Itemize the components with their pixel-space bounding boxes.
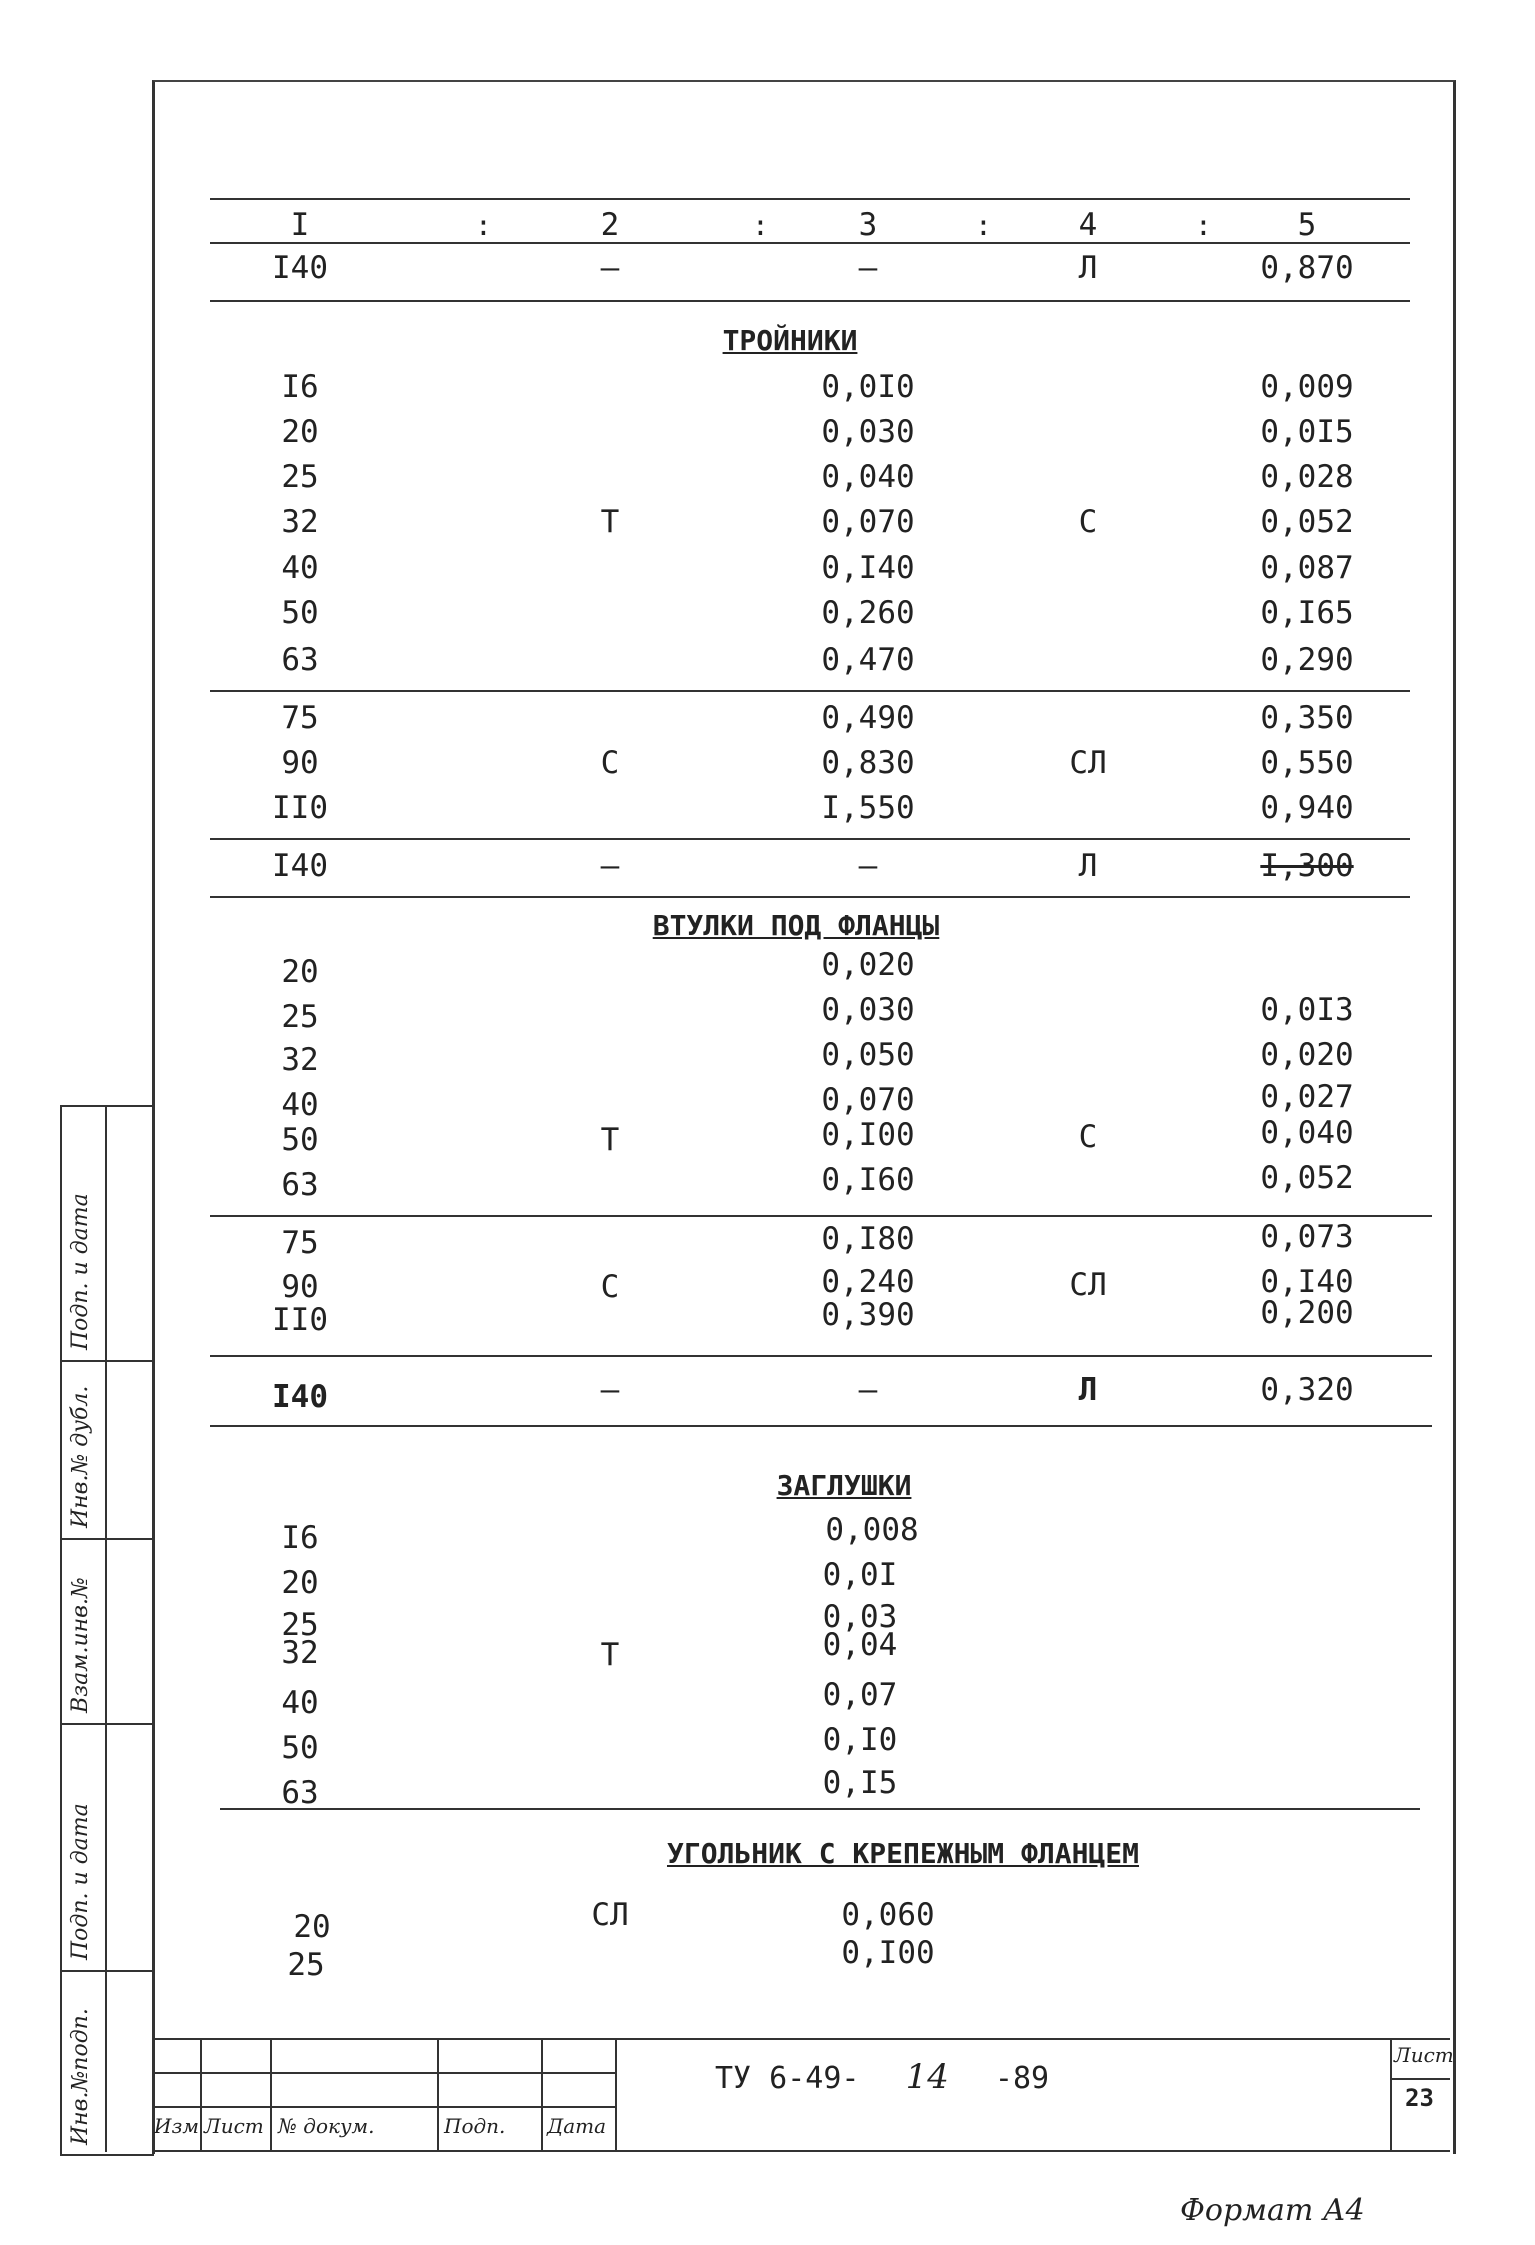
table-cell: I,300	[1260, 848, 1354, 884]
table-cell: 63	[281, 642, 319, 678]
table-cell: 0,940	[1260, 790, 1354, 826]
section-title: УГОЛЬНИК С КРЕПЕЖНЫМ ФЛАНЦЕМ	[666, 1837, 1140, 1870]
table-cell: 0,009	[1260, 369, 1354, 405]
title-block-row	[152, 2106, 615, 2108]
table-cell: 0,008	[825, 1512, 919, 1548]
table-cell: 0,060	[841, 1897, 935, 1933]
margin-label: Инв.№ дубл.	[68, 1385, 93, 1528]
document-code-prefix: ТУ 6-49-	[715, 2061, 860, 2096]
table-cell: II0	[272, 1302, 328, 1338]
table-cell: С	[1078, 504, 1098, 540]
table-cell: 25	[287, 1947, 325, 1983]
table-cell: 90	[281, 1269, 319, 1305]
table-cell: С	[1078, 1119, 1098, 1155]
row-rule	[210, 838, 1410, 840]
table-cell: 20	[281, 1565, 319, 1601]
table-cell: СЛ	[591, 1897, 629, 1933]
table-cell: 0,I00	[841, 1935, 935, 1971]
table-cell: 32	[281, 1042, 319, 1078]
table-cell: 25	[281, 459, 319, 495]
table-cell: 0,087	[1260, 550, 1354, 586]
title-block-top	[152, 2038, 1450, 2040]
row-rule	[210, 1215, 1432, 1217]
header-separator: :	[975, 209, 992, 242]
table-cell: 25	[281, 999, 319, 1035]
margin-label: Подп. и дата	[68, 1193, 93, 1350]
table-cell: 32	[281, 1635, 319, 1671]
table-cell: 20	[281, 954, 319, 990]
margin-row-divider	[60, 1970, 152, 1972]
table-cell: С	[600, 745, 620, 781]
table-cell: СЛ	[1069, 745, 1107, 781]
table-cell: 0,260	[821, 595, 915, 631]
header-col-3: 3	[858, 207, 878, 243]
table-cell: 0,020	[1260, 1037, 1354, 1073]
table-cell: Л	[1078, 250, 1098, 286]
row-rule	[210, 896, 1410, 898]
table-cell: I40	[272, 250, 328, 286]
table-cell: Л	[1078, 1372, 1098, 1408]
table-cell: 0,I60	[821, 1162, 915, 1198]
table-cell: Л	[1078, 848, 1098, 884]
table-cell: 0,040	[821, 459, 915, 495]
margin-label: Подп. и дата	[68, 1803, 93, 1960]
title-block-row	[152, 2072, 615, 2074]
table-cell: 75	[281, 1225, 319, 1261]
table-cell: 0,240	[821, 1264, 915, 1300]
document-code	[715, 2057, 1050, 2097]
table-cell: 0,028	[1260, 459, 1354, 495]
table-cell: 0,073	[1260, 1219, 1354, 1255]
title-block-divider	[541, 2038, 543, 2150]
title-block-label: № докум.	[278, 2114, 375, 2138]
table-cell: 25	[281, 1607, 319, 1643]
sheet-number: 23	[1405, 2084, 1434, 2112]
table-cell: 40	[281, 1685, 319, 1721]
header-col-4: 4	[1078, 207, 1098, 243]
table-cell: 0,390	[821, 1297, 915, 1333]
header-top-rule	[210, 198, 1410, 200]
header-col-2: 2	[600, 207, 620, 243]
table-cell: 0,830	[821, 745, 915, 781]
table-cell: 0,0I5	[1260, 414, 1354, 450]
table-cell: С	[600, 1269, 620, 1305]
title-block-divider	[1390, 2038, 1392, 2150]
table-cell: 0,I80	[821, 1221, 915, 1257]
table-cell: СЛ	[1069, 1267, 1107, 1303]
table-cell: 0,052	[1260, 504, 1354, 540]
table-cell: 0,I40	[821, 550, 915, 586]
table-cell: –	[858, 848, 878, 884]
sheet-cell-divider	[1390, 2078, 1450, 2080]
table-cell: 0,04	[822, 1627, 898, 1663]
table-cell: 40	[281, 550, 319, 586]
table-cell: 0,I0	[822, 1722, 898, 1758]
row-rule	[210, 1425, 1432, 1427]
table-cell: 0,0I3	[1260, 992, 1354, 1028]
header-col-1: I	[290, 207, 310, 243]
margin-row-divider	[60, 1538, 152, 1540]
table-cell: 0,020	[821, 947, 915, 983]
table-cell: 50	[281, 1122, 319, 1158]
format-label: Формат А4	[1180, 2193, 1365, 2228]
title-block-divider	[437, 2038, 439, 2150]
table-cell: 63	[281, 1167, 319, 1203]
document-code-number: 14	[905, 2057, 949, 2097]
section-title: ЗАГЛУШКИ	[776, 1469, 912, 1502]
margin-row-divider	[60, 1723, 152, 1725]
table-cell: I40	[272, 848, 328, 884]
table-cell: 20	[293, 1909, 331, 1945]
table-cell: –	[600, 848, 620, 884]
table-cell: 0,I40	[1260, 1264, 1354, 1300]
header-col-5: 5	[1297, 207, 1317, 243]
table-cell: 0,040	[1260, 1115, 1354, 1151]
table-cell: 0,052	[1260, 1160, 1354, 1196]
table-cell: 0,290	[1260, 642, 1354, 678]
title-block-bottom	[152, 2150, 1450, 2152]
table-cell: 0,03	[822, 1599, 898, 1635]
table-cell: 0,550	[1260, 745, 1354, 781]
header-separator: :	[475, 209, 492, 242]
table-cell: 0,350	[1260, 700, 1354, 736]
table-cell: 20	[281, 414, 319, 450]
table-cell: Т	[600, 1122, 620, 1158]
table-cell: Т	[600, 504, 620, 540]
table-cell: 0,470	[821, 642, 915, 678]
title-block-label: Изм	[154, 2114, 199, 2138]
table-cell: 0,030	[821, 992, 915, 1028]
section-title: ВТУЛКИ ПОД ФЛАНЦЫ	[652, 909, 940, 942]
table-cell: 0,I65	[1260, 595, 1354, 631]
title-block-divider	[200, 2038, 202, 2150]
section-title: ТРОЙНИКИ	[722, 324, 858, 357]
table-cell: 0,I00	[821, 1117, 915, 1153]
margin-label: Взам.инв.№	[68, 1577, 93, 1713]
title-block-label: Дата	[547, 2114, 607, 2138]
table-cell: Т	[600, 1637, 620, 1673]
margin-label: Инв.№подп.	[68, 2008, 93, 2145]
row-rule	[220, 1808, 1420, 1810]
table-cell: 0,030	[821, 414, 915, 450]
table-cell: II0	[272, 790, 328, 826]
table-cell: 0,320	[1260, 1372, 1354, 1408]
table-cell: 50	[281, 595, 319, 631]
table-cell: 0,0I0	[821, 369, 915, 405]
table-cell: 0,070	[821, 504, 915, 540]
table-cell: 75	[281, 700, 319, 736]
title-block-divider	[615, 2038, 617, 2150]
table-cell: 0,027	[1260, 1079, 1354, 1115]
table-cell: 32	[281, 504, 319, 540]
table-cell: 0,I5	[822, 1765, 898, 1801]
table-cell: 0,870	[1260, 250, 1354, 286]
table-cell: 0,0I	[822, 1557, 898, 1593]
row-rule	[210, 1355, 1432, 1357]
table-cell: I,550	[821, 790, 915, 826]
table-cell: –	[858, 250, 878, 286]
row-rule	[210, 300, 1410, 302]
title-block-divider	[270, 2038, 272, 2150]
table-cell: –	[600, 250, 620, 286]
table-cell: 50	[281, 1730, 319, 1766]
margin-row-divider	[60, 1360, 152, 1362]
table-cell: I40	[272, 1379, 328, 1415]
table-cell: I6	[281, 1520, 319, 1556]
table-cell: 63	[281, 1775, 319, 1811]
header-separator: :	[752, 209, 769, 242]
table-cell: 0,490	[821, 700, 915, 736]
table-cell: I6	[281, 369, 319, 405]
table-cell: 0,070	[821, 1082, 915, 1118]
document-code-suffix: -89	[994, 2061, 1050, 2096]
title-block-label: Лист	[204, 2114, 264, 2138]
row-rule	[210, 690, 1410, 692]
table-cell: –	[858, 1372, 878, 1408]
title-block-label: Подп.	[444, 2114, 506, 2138]
table-cell: 0,200	[1260, 1295, 1354, 1331]
header-bottom-rule	[210, 242, 1410, 244]
sheet-label: Лист	[1394, 2043, 1454, 2067]
table-cell: 40	[281, 1087, 319, 1123]
header-separator: :	[1195, 209, 1212, 242]
table-cell: 0,050	[821, 1037, 915, 1073]
table-cell: –	[600, 1372, 620, 1408]
table-cell: 0,07	[822, 1677, 898, 1713]
table-cell: 90	[281, 745, 319, 781]
